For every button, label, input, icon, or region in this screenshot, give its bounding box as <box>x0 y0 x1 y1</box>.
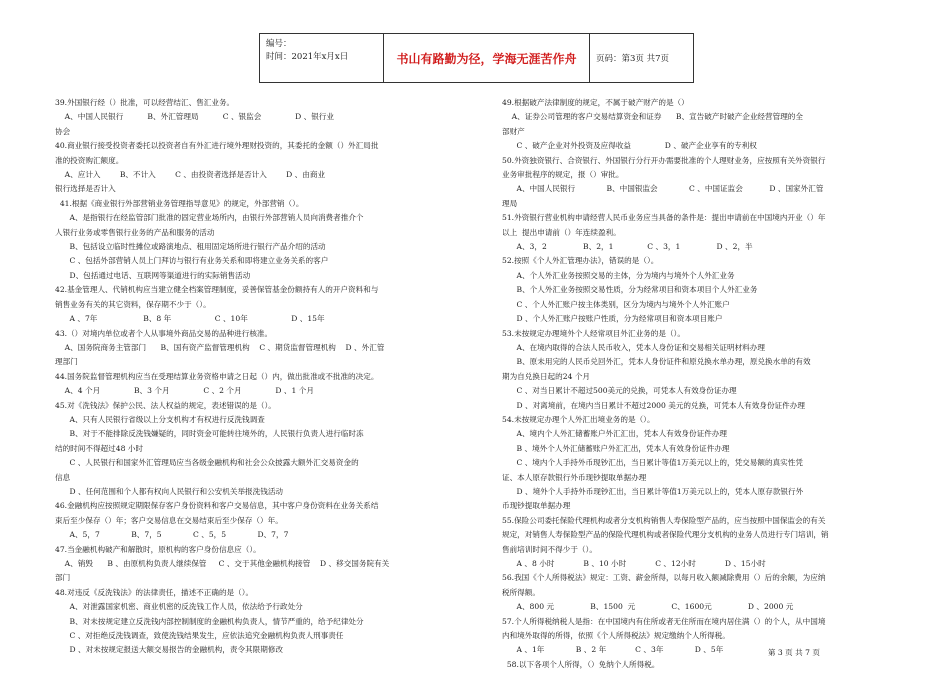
page-header <box>259 33 694 83</box>
text-line: C 、人民银行和国家外汇管理局应当各级金融机构和社会公众披露大额外汇交易资金的 <box>55 458 359 468</box>
text-line: A、在境内取得的合法人民币收入，凭本人身份证和交易相关证明材料办理 <box>502 342 765 352</box>
text-line: A、销毁 B 、由原机构负责人继续保管 C 、交于其他金融机构接管 D 、移交国务院有关 <box>55 559 390 568</box>
text-line: 54.未按规定办理个人外汇出境业务的是（）。 <box>502 414 655 424</box>
code-label: 编号： <box>266 39 292 49</box>
text-line: 50.外资独资银行、合资银行、外国银行分行开办需要批准的个人理财业务，应按照有关外资银行 <box>502 155 826 165</box>
text-line: 业务审批程序的规定，报（）审批。 <box>502 170 624 180</box>
text-line: C 、个人外汇账户按主体类别，区分为境内与境外个人外汇账户 <box>502 299 730 309</box>
text-line: A、4 个月 B、3 个月 C 、2 个月 D 、1 个月 <box>55 386 314 396</box>
text-line: 56.我国《个人所得税法》规定：工资、薪金所得，以每月收入额减除费用（）后的余额，为应纳 <box>502 573 826 583</box>
text-line: 税所得额。 <box>502 587 540 597</box>
text-line: 53.未按规定办理境外个人经常项目外汇业务的是（）。 <box>502 328 685 338</box>
text-line: A、境内个人外汇储蓄账户外汇汇出，凭本人有效身份证件办理 <box>502 429 727 439</box>
text-line: 47.当金融机构破产和解散时，原机构的客户身份信息应（）。 <box>55 544 261 554</box>
right-column <box>502 96 902 672</box>
text-line: A、只有人民银行省级以上分支机构才有权进行反洗钱调查 <box>55 414 265 424</box>
header-motto: 书山有路勤为径，学海无涯苦作舟 <box>384 34 590 82</box>
page-footer: 第 3 页 共 7 页 <box>767 648 820 657</box>
text-line: 44.国务院监督管理机构应当在受理结算业务资格申请之日起（）内，做出批准或不批准的决定。 <box>55 371 379 381</box>
text-line: 49.根据破产法律制度的规定，不属于破产财产的是（） <box>502 98 689 107</box>
text-line: 39.外国银行经（）批准，可以经营结汇、售汇业务。 <box>55 98 235 107</box>
header-meta <box>260 34 384 82</box>
text-line: C 、破产企业对外投资及应得收益 D 、破产企业享有的专利权 <box>502 141 757 151</box>
text-line: D 、对未按规定报送大额交易报告的金融机构，责令其限期修改 <box>55 645 284 655</box>
text-line: D 、境外个人手持外币现钞汇出，当日累计等值1万美元以上的，凭本人原存款银行外 <box>502 486 804 496</box>
text-line: 销售业务有关的其它资料，保存期不少于（）。 <box>55 299 211 309</box>
text-line: A 、1年 B 、2 年 C 、3年 D 、5年 <box>502 645 724 655</box>
text-line: D 、个人外汇账户按账户性质，分为经常项目和资本项目账户 <box>502 314 723 324</box>
text-line: C 、对拒绝反洗钱调查，致使洗钱结果发生，应依法追究金融机构负责人刑事责任 <box>55 631 344 641</box>
text-line: A、对泄露国家机密、商业机密的反洗钱工作人员，依法给予行政处分 <box>55 602 303 612</box>
text-line: B、对未按规定建立反洗钱内部控制制度的金融机构负责人，情节严重的，给予纪律处分 <box>55 616 364 626</box>
text-line: 42.基金管理人、代销机构应当建立健全档案管理制度，妥善保管基金份额持有人的开户资料和与 <box>55 285 379 295</box>
text-line: 人银行业务或零售银行业务的产品和服务的活动 <box>55 227 215 237</box>
text-line: A、是指银行在经监管部门批准的固定营业场所内，由银行外部营销人员向消费者推介个 <box>55 213 364 223</box>
text-line: B、对于不能排除反洗钱嫌疑的，同时资金可能转往境外的，人民银行负责人进行临时冻 <box>55 429 364 439</box>
text-line: A、应计入 B、不计入 C 、由投资者选择是否计入 D 、由商业 <box>55 170 326 180</box>
text-line: A、中国人民银行 B、外汇管理局 C 、银监会 D 、银行业 <box>55 112 334 122</box>
text-line: A、国务院商务主管部门 B、国有资产监督管理机构 C 、期货监督管理机构 D 、外汇管 <box>55 342 385 352</box>
text-line: 48.对违反《反洗钱法》的法律责任，描述不正确的是（）。 <box>55 587 254 597</box>
text-line: 58.以下各项个人所得，（）免纳个人所得税。 <box>502 659 660 669</box>
text-line: C 、对当日累计不超过500美元的兑换，可凭本人有效身份证办理 <box>502 386 737 396</box>
text-line: 43.（）对境内单位或者个人从事境外商品交易的品种进行核准。 <box>55 328 273 338</box>
text-line: 部门 <box>55 573 71 583</box>
text-line: 期为自兑换日起的24 个月 <box>502 371 591 381</box>
left-column <box>55 96 455 658</box>
text-line: A、个人外汇业务按照交易的主体，分为境内与境外个人外汇业务 <box>502 270 735 280</box>
text-line: 银行选择是否计入 <box>55 184 116 194</box>
text-line: 理局 <box>502 198 518 208</box>
text-line: A、800 元 B、1500 元 C、1600元 D 、2000 元 <box>502 602 794 612</box>
text-line: B、包括设立临时性摊位或路演地点、租用固定场所进行银行产品介绍的活动 <box>55 242 326 252</box>
text-line: 售前培训时间不得少于（）。 <box>502 544 597 554</box>
text-line: 协会 <box>55 126 71 136</box>
text-line: D 、对离境前，在境内当日累计不超过2000 美元的兑换，可凭本人有效身份证件办理 <box>502 400 805 410</box>
text-line: 结的时间不得超过48 小时 <box>55 443 144 453</box>
text-line: B、个人外汇业务按照交易性质，分为经常项目和资本项目个人外汇业务 <box>502 285 758 295</box>
text-line: 信息 <box>55 472 71 482</box>
text-line: 证、本人原存款银行外币现钞提取单据办理 <box>502 472 647 482</box>
text-line: 理部门 <box>55 357 78 367</box>
text-line: 52.按照《个人外汇管理办法》，错误的是（）。 <box>502 256 659 266</box>
text-line: 准的投资购汇额度。 <box>55 155 124 165</box>
text-line: 45.对《洗钱法》保护公民、法人权益的规定，表述错误的是（）。 <box>55 400 276 410</box>
text-line: 57.个人所得税纳税人是指：在中国境内有住所或者无住所而在境内居住满（）的个人，从中国境 <box>502 616 826 626</box>
text-line: A、中国人民银行 B、中国银监会 C 、中国证监会 D 、国家外汇管 <box>502 184 824 194</box>
text-line: 46.金融机构应按照规定期限保存客户身份资料和客户交易信息，其中客户身份资料在业务关系结 <box>55 501 379 511</box>
text-line: A 、7年 B、8 年 C 、10年 D 、15年 <box>55 314 325 324</box>
text-line: B 、境外个人外汇储蓄账户外汇汇出，凭本人有效身份证件办理 <box>502 443 730 453</box>
text-line: 55.保险公司委托保险代理机构或者分支机构销售人寿保险型产品的，应当按照中国保监会的有关 <box>502 515 826 525</box>
text-line: C 、包括外部营销人员上门拜访与银行有业务关系和即将建立业务关系的客户 <box>55 256 329 266</box>
text-line: 部财产 <box>502 126 525 136</box>
text-line: 41.根据《商业银行外部营销业务管理指导意见》的规定，外部营销（）。 <box>55 198 304 208</box>
text-line: C 、境内个人手持外币现钞汇出，当日累计等值1万美元以上的，凭交易额的真实性凭 <box>502 458 803 468</box>
text-line: 规定，对销售人寿保险型产品的保险代理机构或者保险代理分支机构的业务人员进行专门培训，销 <box>502 530 829 540</box>
text-line: 51.外资银行营业机构申请经营人民币业务应当具备的条件是：提出申请前在中国境内开业（）年 <box>502 213 826 223</box>
text-line: D 、任何范围和个人都有权向人民银行和公安机关举报洗钱活动 <box>55 486 284 496</box>
text-line: B、原未用完的人民币兑回外汇，凭本人身份证件和原兑换水单办理，原兑换水单的有效 <box>502 357 811 367</box>
text-line: A、3，2 B、2，1 C 、3，1 D 、2，半 <box>502 242 753 252</box>
text-line: D、包括通过电话、互联网等渠道进行的实际销售活动 <box>55 270 251 280</box>
time-label: 时间：2021年x月x日 <box>266 52 349 62</box>
text-line: 内和境外取得的所得，依照《个人所得税法》规定缴纳个人所得税。 <box>502 631 730 641</box>
text-line: 40.商业银行接受投资者委托以投资者自有外汇进行境外理财投资的，其委托的金额（）外汇局批 <box>55 141 379 151</box>
text-line: 束后至少保存（）年；客户交易信息在交易结束后至少保存（）年。 <box>55 515 283 525</box>
header-page-info: 页码：第3页 共7页 <box>596 54 670 64</box>
text-line: 以上 提出申请前（）年连续盈利。 <box>502 227 621 237</box>
text-line: A、5，7 B、7，5 C 、5，5 D、7，7 <box>55 530 289 540</box>
text-line: A 、8 小时 B 、10 小时 C 、12小时 D 、15小时 <box>502 559 766 568</box>
text-line: A、证券公司管理的客户交易结算资金和证券 B、宣告破产时破产企业经营管理的全 <box>502 112 803 122</box>
text-line: 币现钞提取单据办理 <box>502 501 571 511</box>
